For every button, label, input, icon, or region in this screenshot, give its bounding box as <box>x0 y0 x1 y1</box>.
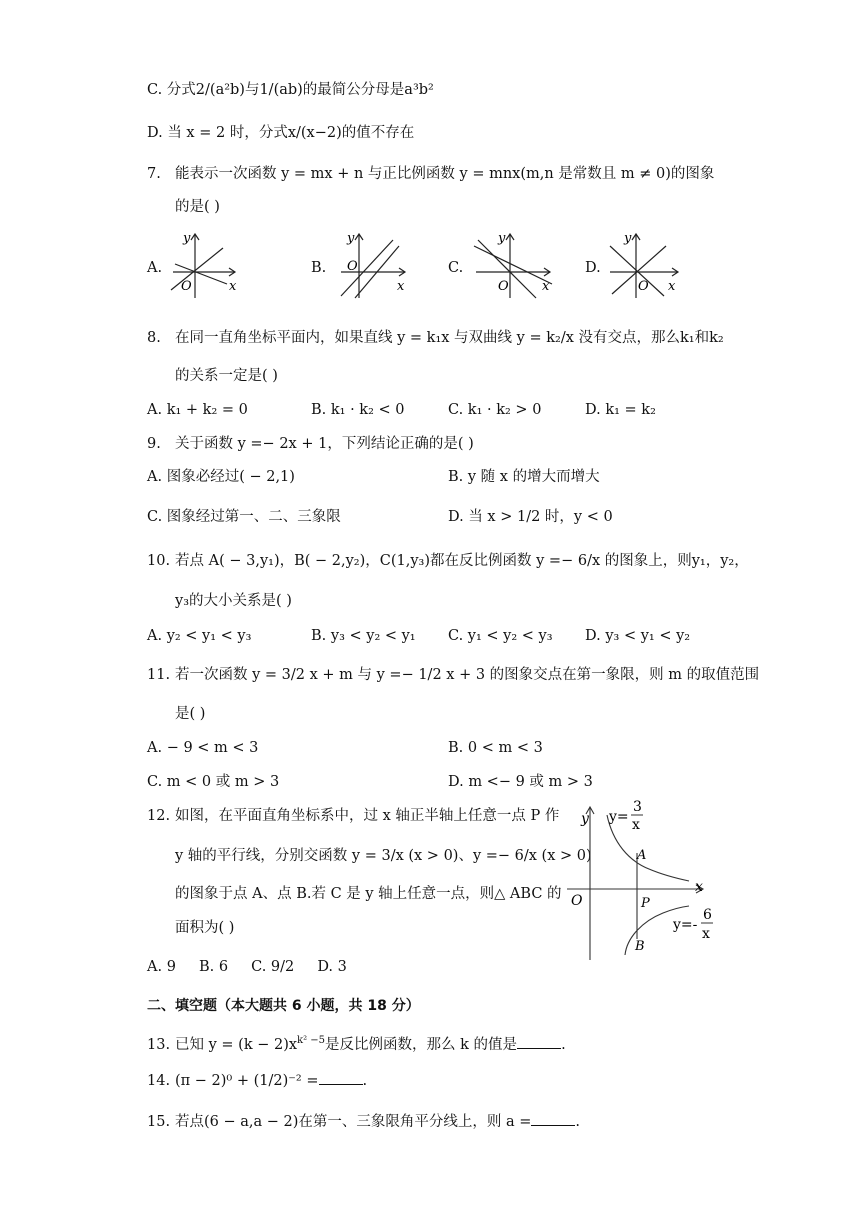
q7-stem-line1 <box>147 164 714 184</box>
q15-number: 15. <box>147 1114 171 1130</box>
q12-stem-line4: 面积为( ) <box>175 920 235 936</box>
q7a-x-label: x <box>229 279 237 294</box>
q11-option-d: D. m <− 9 或 m > 3 <box>448 774 593 790</box>
q11-text1: 若一次函数 y = 3/2 x + m 与 y =− 1/2 x + 3 的图象交点在第一象限，则 m 的取值范围 <box>175 667 760 683</box>
q12-stem-line2: y 轴的平行线，分别交函数 y = 3/x (x > 0)、y =− 6/x (x > 0) <box>175 848 592 864</box>
q10-option-a: A. y₂ < y₁ < y₃ <box>147 628 252 644</box>
q7d-y-label: y <box>624 231 632 246</box>
q7-option-b-graph <box>333 228 413 300</box>
q8-stem-line1 <box>147 328 724 348</box>
q7b-y-label: y <box>347 231 355 246</box>
q7-option-d-label: D. <box>585 260 601 276</box>
q11-stem-line2: 是( ) <box>175 706 206 722</box>
q15-text-c: . <box>575 1114 581 1130</box>
q6-option-d: D. 当 x = 2 时，分式x/(x−2)的值不存在 <box>147 125 415 141</box>
q10-number: 10. <box>147 553 171 569</box>
q7-option-c-label: C. <box>448 260 464 276</box>
q8-option-c: C. k₁ · k₂ > 0 <box>448 402 542 418</box>
q15-text-a: 若点(6 − a,a − 2)在第一、三象限角平分线上，则 a = <box>175 1114 532 1130</box>
q10-option-d: D. y₃ < y₁ < y₂ <box>585 628 691 644</box>
q7-number: 7. <box>147 166 161 182</box>
q8-option-b: B. k₁ · k₂ < 0 <box>311 402 405 418</box>
q15-answer-blank[interactable] <box>531 1111 575 1126</box>
q12-fig-origin: O <box>571 893 583 909</box>
q12-fig-top-num: 3 <box>633 799 642 815</box>
q12-fig-x-label: x <box>695 879 703 895</box>
q10-stem-line2: y₃的大小关系是( ) <box>175 593 292 609</box>
q12-text1: 如图，在平面直角坐标系中，过 x 轴正半轴上任意一点 P 作 <box>175 808 560 824</box>
q7-option-a-label: A. <box>147 260 163 276</box>
q13-stem <box>147 1031 566 1055</box>
q9-option-d: D. 当 x > 1/2 时，y < 0 <box>448 509 613 525</box>
q13-number: 13. <box>147 1036 171 1053</box>
q6-option-c: C. 分式2/(a²b)与1/(ab)的最简公分母是a³b² <box>147 82 434 98</box>
q12-option-b: B. 6 <box>198 959 229 975</box>
q7d-x-label: x <box>668 279 676 294</box>
q10-text1: 若点 A( − 3,y₁)，B( − 2,y₂)，C(1,y₃)都在反比例函数 y =− 6/x 的图象上，则y₁，y₂， <box>175 553 749 569</box>
q12-fig-top-den: x <box>632 817 640 833</box>
section-title-fill-in: 二、填空题（本大题共 6 小题，共 18 分） <box>147 998 420 1014</box>
q12-fig-bot-den: x <box>702 926 710 942</box>
q13-exponent: k² −5 <box>297 1035 326 1046</box>
q13-text-a: 已知 y = (k − 2)x <box>175 1036 298 1053</box>
q12-fig-bot-num: 6 <box>703 907 712 923</box>
q8-number: 8. <box>147 330 161 346</box>
q13-text-c: . <box>561 1036 566 1053</box>
q7-option-d-graph <box>604 228 684 300</box>
q7-option-b-label: B. <box>311 260 327 276</box>
q11-option-c: C. m < 0 或 m > 3 <box>147 774 280 790</box>
q7c-origin-label: O <box>498 279 509 294</box>
q12-stem-line3: 的图象于点 A、点 B.若 C 是 y 轴上任意一点，则△ ABC 的 <box>175 886 562 902</box>
q14-answer-blank[interactable] <box>319 1070 363 1085</box>
q7-option-a-graph <box>165 228 245 300</box>
q12-fig-a: A <box>637 848 647 863</box>
q7a-origin-label: O <box>181 279 192 294</box>
q9-option-a: A. 图象必经过( − 2,1) <box>147 469 295 485</box>
q9-stem <box>147 434 474 454</box>
q7-text1: 能表示一次函数 y = mx + n 与正比例函数 y = mnx(m,n 是常数且 m ≠ 0)的图象 <box>175 166 715 182</box>
q12-option-d: D. 3 <box>317 959 347 975</box>
q9-text1: 关于函数 y =− 2x + 1，下列结论正确的是( ) <box>175 436 474 452</box>
q15-stem <box>147 1111 580 1132</box>
q13-answer-blank[interactable] <box>517 1034 561 1049</box>
q12-fig-b: B <box>635 939 645 954</box>
q7-option-c-graph <box>470 228 556 300</box>
q12-fig-bot-label: y=- <box>673 917 698 933</box>
q7a-y-label: y <box>183 231 191 246</box>
q11-option-b: B. 0 < m < 3 <box>448 740 543 756</box>
q9-option-c: C. 图象经过第一、二、三象限 <box>147 509 341 525</box>
q8-text1: 在同一直角坐标平面内，如果直线 y = k₁x 与双曲线 y = k₂/x 没有交点，那么k₁和k₂ <box>175 330 724 346</box>
q7c-y-label: y <box>498 231 506 246</box>
q10-stem-line1 <box>147 551 749 571</box>
q12-option-a: A. 9 <box>147 959 176 975</box>
q9-number: 9. <box>147 436 161 452</box>
q8-option-d: D. k₁ = k₂ <box>585 402 656 418</box>
q10-option-b: B. y₃ < y₂ < y₁ <box>311 628 416 644</box>
q12-figure <box>563 795 728 963</box>
q14-stem <box>147 1070 367 1091</box>
q8-stem-line2: 的关系一定是( ) <box>175 368 278 384</box>
q14-text-c: . <box>362 1073 368 1089</box>
q14-number: 14. <box>147 1073 171 1089</box>
q12-fig-p: P <box>641 896 650 911</box>
q12-fig-y-label: y <box>581 811 589 827</box>
q7-stem-line2: 的是( ) <box>175 199 220 215</box>
q12-options <box>147 957 347 977</box>
q7d-origin-label: O <box>638 279 649 294</box>
q7b-origin-label: O <box>347 259 358 274</box>
q12-number: 12. <box>147 808 171 824</box>
q13-text-b: 是反比例函数，那么 k 的值是 <box>325 1036 518 1053</box>
q9-option-b: B. y 随 x 的增大而增大 <box>448 469 600 485</box>
q12-fig-top-label: y= <box>609 809 629 825</box>
q12-option-c: C. 9/2 <box>251 959 295 975</box>
q11-stem-line1 <box>147 665 759 685</box>
q8-option-a: A. k₁ + k₂ = 0 <box>147 402 248 418</box>
q7c-x-label: x <box>542 279 550 294</box>
q10-option-c: C. y₁ < y₂ < y₃ <box>448 628 553 644</box>
q12-stem-line1 <box>147 806 559 826</box>
q7b-x-label: x <box>397 279 405 294</box>
q11-number: 11. <box>147 667 171 683</box>
q14-text-a: (π − 2)⁰ + (1/2)⁻² = <box>175 1073 319 1089</box>
q11-option-a: A. − 9 < m < 3 <box>147 740 259 756</box>
